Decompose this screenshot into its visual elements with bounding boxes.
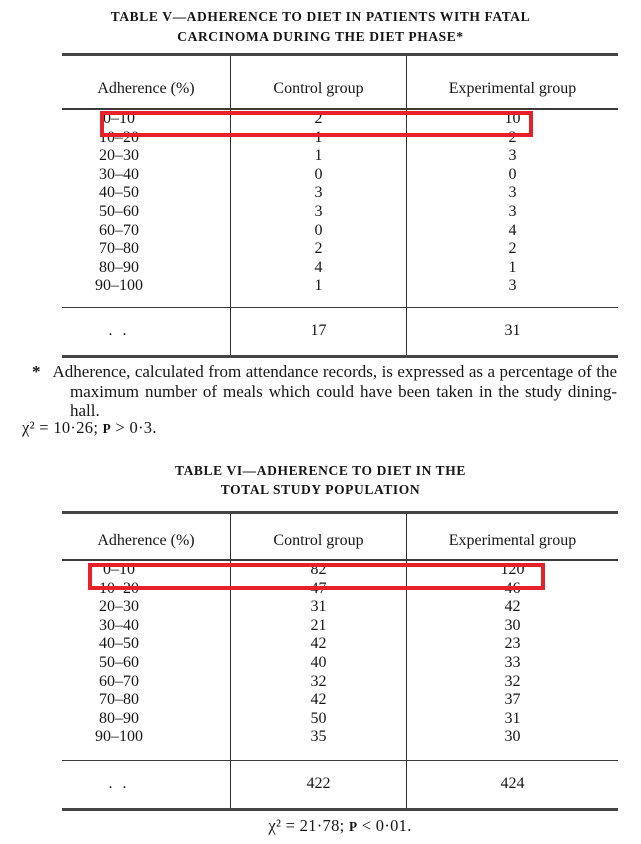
control-cell: 42 [230,635,406,654]
table-row [62,654,618,673]
control-cell: 0 [230,166,406,185]
adherence-cell: 70–80 [99,691,139,709]
control-cell: 82 [230,561,406,580]
experimental-cell: 0 [406,166,618,185]
adherence-cell: 80–90 [99,258,139,276]
table-v-title-line2: CARCINOMA DURING THE DIET PHASE* [177,29,464,44]
adherence-cell: 50–60 [99,653,139,671]
table-v-title-line1: TABLE V—ADHERENCE TO DIET IN PATIENTS WITH FATAL [110,9,531,24]
total-label-cell: . . [108,775,130,793]
adherence-cell: 0–10 [103,110,135,127]
control-cell: 1 [230,147,406,166]
experimental-cell: 3 [406,184,618,203]
footnote-text: Adherence, calculated from attendance records, is expressed as a percentage of the maximum number of meals which could have been taken in the study dining-hall. [52,362,617,420]
control-cell: 4 [230,259,406,278]
control-column-header: Control group [230,56,406,108]
adherence-cell: 90–100 [95,277,143,295]
chi-square-value: = 10·26; [34,418,103,437]
spacer-cell [62,296,230,307]
experimental-cell: 32 [406,673,618,692]
adherence-cell: 20–30 [99,147,139,165]
control-cell: 2 [230,240,406,259]
table-vi-chi-square-line [62,816,618,836]
control-cell: 50 [230,710,406,729]
table-row [62,710,618,729]
table-vi [62,511,618,836]
footnote-asterisk: * [32,362,41,381]
adherence-cell: 60–70 [99,672,139,690]
experimental-cell: 33 [406,654,618,673]
table-row [62,691,618,710]
adherence-cell: 10–20 [99,579,139,597]
table-v-footnote [30,362,617,421]
table-vi-total-row [62,761,618,808]
highlight-box-table-v-row-0-10 [100,111,533,137]
control-cell: 31 [230,598,406,617]
experimental-column-header: Experimental group [406,514,618,559]
table-vi-title-line1: TABLE VI—ADHERENCE TO DIET IN THE [174,463,466,478]
experimental-cell: 4 [406,222,618,241]
control-cell: 0 [230,222,406,241]
table-row [62,147,618,166]
chi-square-symbol: χ² [22,418,35,437]
control-cell: 1 [230,277,406,296]
total-experimental-cell: 31 [406,308,618,355]
spacer-cell [406,296,618,307]
control-cell: 21 [230,617,406,636]
adherence-cell: 20–30 [99,598,139,616]
spacer-cell [406,747,618,760]
experimental-cell: 42 [406,598,618,617]
adherence-cell: 90–100 [95,728,143,746]
table-row [62,166,618,185]
adherence-cell: 40–50 [99,184,139,202]
control-column-header: Control group [230,514,406,559]
p-value: > 0·3. [111,418,157,437]
spacer-cell [230,296,406,307]
table-row [62,222,618,241]
experimental-cell: 3 [406,203,618,222]
experimental-cell: 37 [406,691,618,710]
table-row [62,184,618,203]
experimental-cell: 31 [406,710,618,729]
table-row [62,240,618,259]
experimental-cell: 2 [406,240,618,259]
control-cell: 35 [230,728,406,747]
chi-square-symbol: χ² [268,815,282,835]
table-vi-title-line2: TOTAL STUDY POPULATION [220,482,421,497]
table-vi-bottom-rule [62,808,618,811]
table-row [62,728,618,747]
experimental-cell: 2 [406,129,618,148]
adherence-cell: 70–80 [99,240,139,258]
control-cell: 1 [230,129,406,148]
adherence-cell: 30–40 [99,616,139,634]
p-label: P [102,421,111,436]
adherence-cell: 80–90 [99,709,139,727]
experimental-cell: 10 [406,110,618,129]
table-row [62,598,618,617]
table-v-header-row [62,56,618,108]
control-cell: 3 [230,203,406,222]
control-cell: 42 [230,691,406,710]
p-value: < 0·01. [357,815,412,835]
experimental-column-header: Experimental group [406,56,618,108]
experimental-cell: 30 [406,728,618,747]
control-cell: 3 [230,184,406,203]
adherence-cell: 60–70 [99,221,139,239]
p-label: P [348,818,358,834]
total-control-cell: 422 [230,761,406,808]
chi-square-value: = 21·78; [281,815,349,835]
total-control-cell: 17 [230,308,406,355]
experimental-cell: 120 [406,561,618,580]
table-row [62,277,618,296]
total-label-cell: . . [108,322,130,340]
table-row [62,203,618,222]
adherence-cell: 50–60 [99,202,139,220]
table-v-bottom-rule [62,355,618,358]
table-vi-header-row [62,514,618,559]
experimental-cell: 30 [406,617,618,636]
spacer-cell [230,747,406,760]
experimental-cell: 46 [406,580,618,599]
highlight-box-table-vi-row-0-10 [88,563,545,590]
experimental-cell: 1 [406,259,618,278]
table-spacer [62,747,618,760]
table-v-total-row [62,308,618,355]
adherence-cell: 40–50 [99,635,139,653]
experimental-cell: 3 [406,277,618,296]
adherence-cell: 10–20 [99,128,139,146]
table-v-chi-square-line [22,418,157,438]
control-cell: 47 [230,580,406,599]
spacer-cell [62,747,230,760]
adherence-cell: 30–40 [99,165,139,183]
control-cell: 40 [230,654,406,673]
table-row [62,673,618,692]
total-experimental-cell: 424 [406,761,618,808]
table-v [62,53,618,358]
adherence-column-header: Adherence (%) [97,80,195,97]
table-row [62,617,618,636]
experimental-cell: 23 [406,635,618,654]
adherence-column-header: Adherence (%) [97,531,195,549]
adherence-cell: 0–10 [103,561,135,578]
control-cell: 2 [230,110,406,129]
table-spacer [62,296,618,307]
table-row [62,635,618,654]
control-cell: 32 [230,673,406,692]
table-row [62,259,618,278]
experimental-cell: 3 [406,147,618,166]
